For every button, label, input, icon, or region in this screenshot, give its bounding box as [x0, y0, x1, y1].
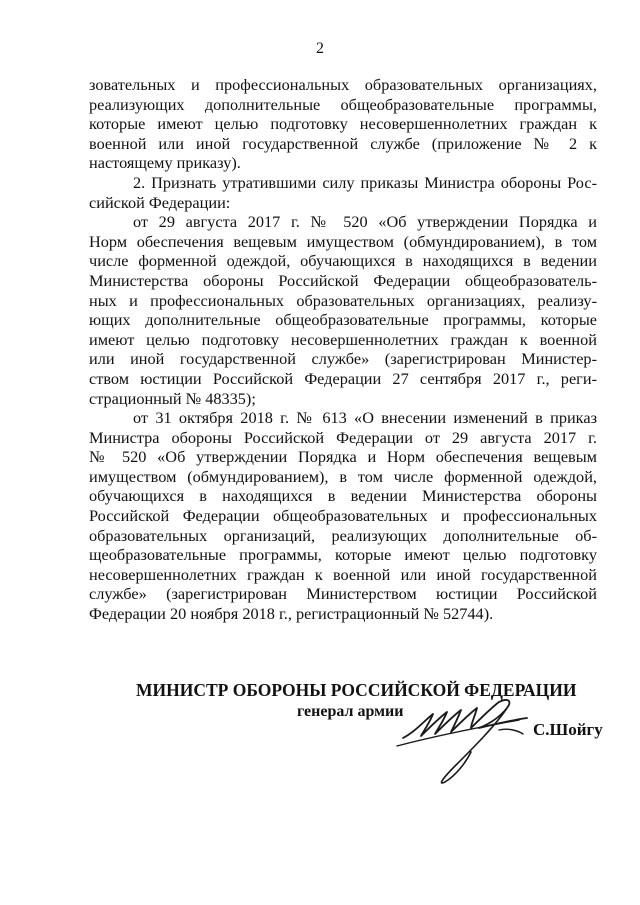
text-line: ных и профессиональных образовательных организациях, реализу-: [89, 290, 597, 310]
text-line: Норм обеспечения вещевым имуществом (обмундированием), в том: [89, 231, 597, 251]
text-line: зовательных и профессиональных образовательных организациях,: [89, 75, 597, 94]
text-line: которые имеют целью подготовку несовершеннолетних граждан к: [89, 114, 597, 134]
signatory-rank: генерал армии: [297, 703, 404, 720]
signatory-name: С.Шойгу: [533, 720, 603, 739]
text-line: Федерации 20 ноября 2018 г., регистрационный № 52744).: [89, 604, 494, 624]
text-line: военной или иной государственной службе (приложение № 2 к: [89, 133, 597, 153]
handwritten-signature: [395, 690, 535, 790]
text-line: № 520 «Об утверждении Порядка и Норм обеспечения вещевым: [89, 447, 597, 467]
text-line: имеют целью подготовку несовершеннолетних граждан к военной: [89, 329, 597, 349]
text-line: имуществом (обмундированием), в том числе форменной одеждой,: [89, 466, 597, 486]
text-line: от 31 октября 2018 г. № 613 «О внесении изменений в приказ: [133, 408, 597, 428]
text-line: Российской Федерации общеобразовательных и профессиональных: [89, 506, 597, 526]
page-number: 2: [316, 40, 324, 57]
text-line: обучающихся в находящихся в ведении Министерства обороны: [89, 486, 597, 506]
text-line: щеобразовательные программы, которые имеют целью подготовку: [89, 545, 597, 565]
text-line: страционный № 48335);: [89, 388, 256, 408]
text-line: настоящему приказу).: [89, 153, 241, 173]
text-line: образовательных организаций, реализующих дополнительные об-: [89, 525, 597, 545]
signatory-title: МИНИСТР ОБОРОНЫ РОССИЙСКОЙ ФЕДЕРАЦИИ: [136, 680, 577, 700]
text-line: от 29 августа 2017 г. № 520 «Об утверждении Порядка и: [133, 212, 597, 232]
text-line: реализующих дополнительные общеобразовательные программы,: [89, 94, 597, 114]
text-line: ством юстиции Российской Федерации 27 сентября 2017 г., реги-: [89, 368, 597, 388]
text-line: или иной государственной службе» (зарегистрирован Министер-: [89, 349, 597, 369]
text-line: Министерства обороны Российской Федерации общеобразователь-: [89, 270, 597, 290]
order-text: [89, 75, 597, 624]
text-line: числе форменной одеждой, обучающихся в находящихся в ведении: [89, 251, 597, 271]
text-line: ющих дополнительные общеобразовательные программы, которые: [89, 310, 597, 330]
text-line: службе» (зарегистрирован Министерством юстиции Российской: [89, 584, 597, 604]
text-line: Министра обороны Российской Федерации от 29 августа 2017 г.: [89, 427, 597, 447]
text-line: несовершеннолетних граждан к военной или иной государственной: [89, 564, 597, 584]
text-line: сийской Федерации:: [89, 192, 231, 212]
text-line: 2. Признать утратившими силу приказы Министра обороны Рос-: [133, 172, 597, 192]
